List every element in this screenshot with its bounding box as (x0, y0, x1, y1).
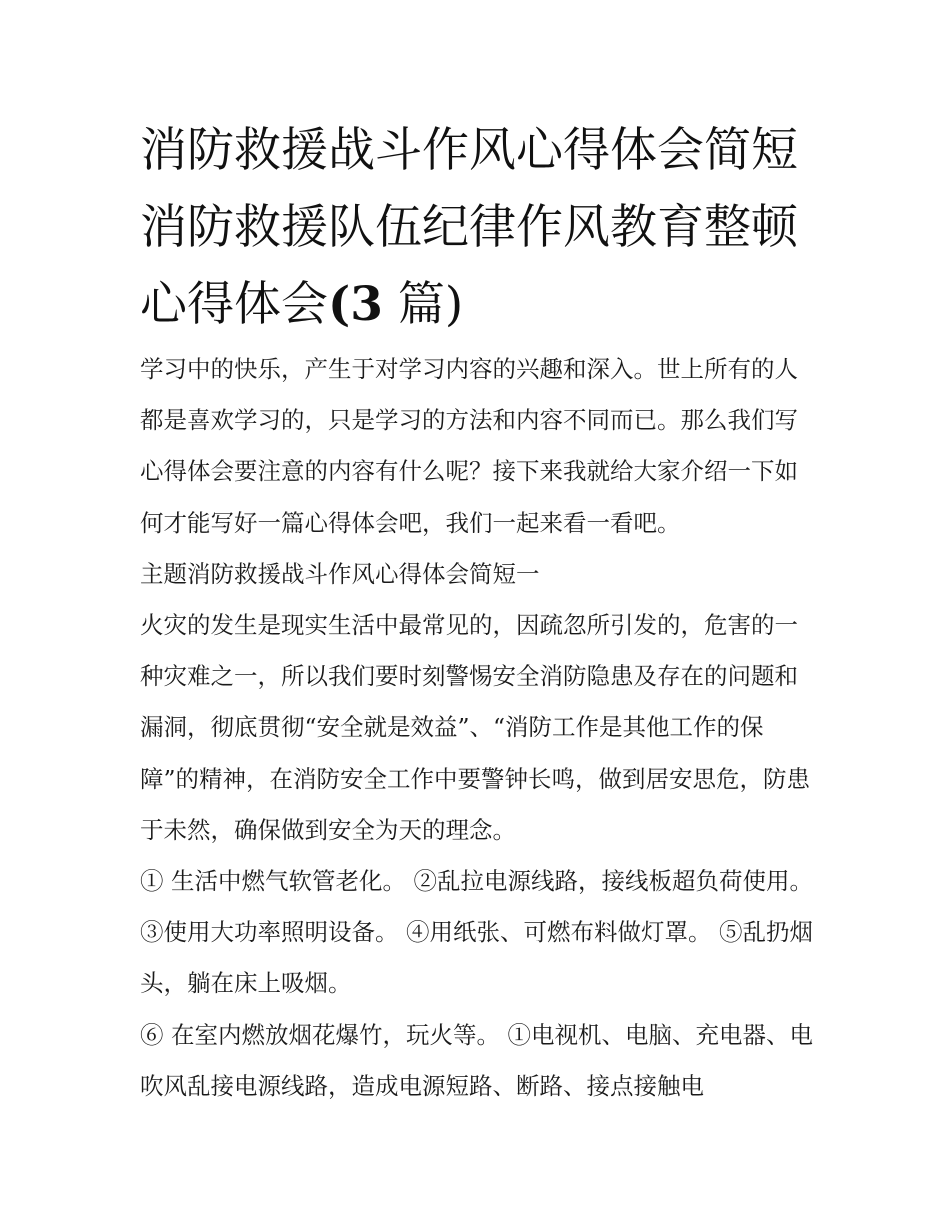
title-paren-open: ( (328, 277, 351, 332)
title-paren-rest: 篇) (382, 277, 464, 332)
intro-paragraph: 学习中的快乐，产生于对学习内容的兴趣和深入。世上所有的人都是喜欢学习的，只是学习的方法和内容不同而已。那么我们写心得体会要注意的内容有什么呢？接下来我就给大家介绍一下如何才能写好一篇心得体会吧，我们一起来看一看吧。 (140, 355, 798, 537)
document-title (140, 112, 820, 343)
document-body (140, 344, 820, 1112)
title-main: 消防救援战斗作风心得体会简短 消防救援队伍纪律作风教育整顿心得体会 (140, 123, 798, 332)
cause-list-paragraph: ⑥ 在室内燃放烟花爆竹，玩火等。 ①电视机、电脑、充电器、电吹风乱接电源线路，造成电源短路、断路、接点接触电 (140, 1020, 813, 1100)
section-heading: 主题消防救援战斗作风心得体会简短一 (140, 559, 540, 588)
title-count: 3 (350, 277, 383, 332)
cause-list-paragraph: ① 生活中燃气软管老化。 ②乱拉电源线路，接线板超负荷使用。 ③使用大功率照明设备。 ④用纸张、可燃布料做灯罩。 ⑤乱扔烟头，躺在床上吸烟。 (140, 867, 813, 998)
document-content (140, 112, 820, 1112)
body-paragraph: 火灾的发生是现实生活中最常见的，因疏忽所引发的，危害的一种灾难之一，所以我们要时刻警惕安全消防隐患及存在的问题和漏洞，彻底贯彻“安全就是效益”、“消防工作是其他工作的保障”的精神，在消防安全工作中要警钟长鸣，做到居安思危，防患于未然，确保做到安全为天的理念。 (140, 611, 811, 844)
